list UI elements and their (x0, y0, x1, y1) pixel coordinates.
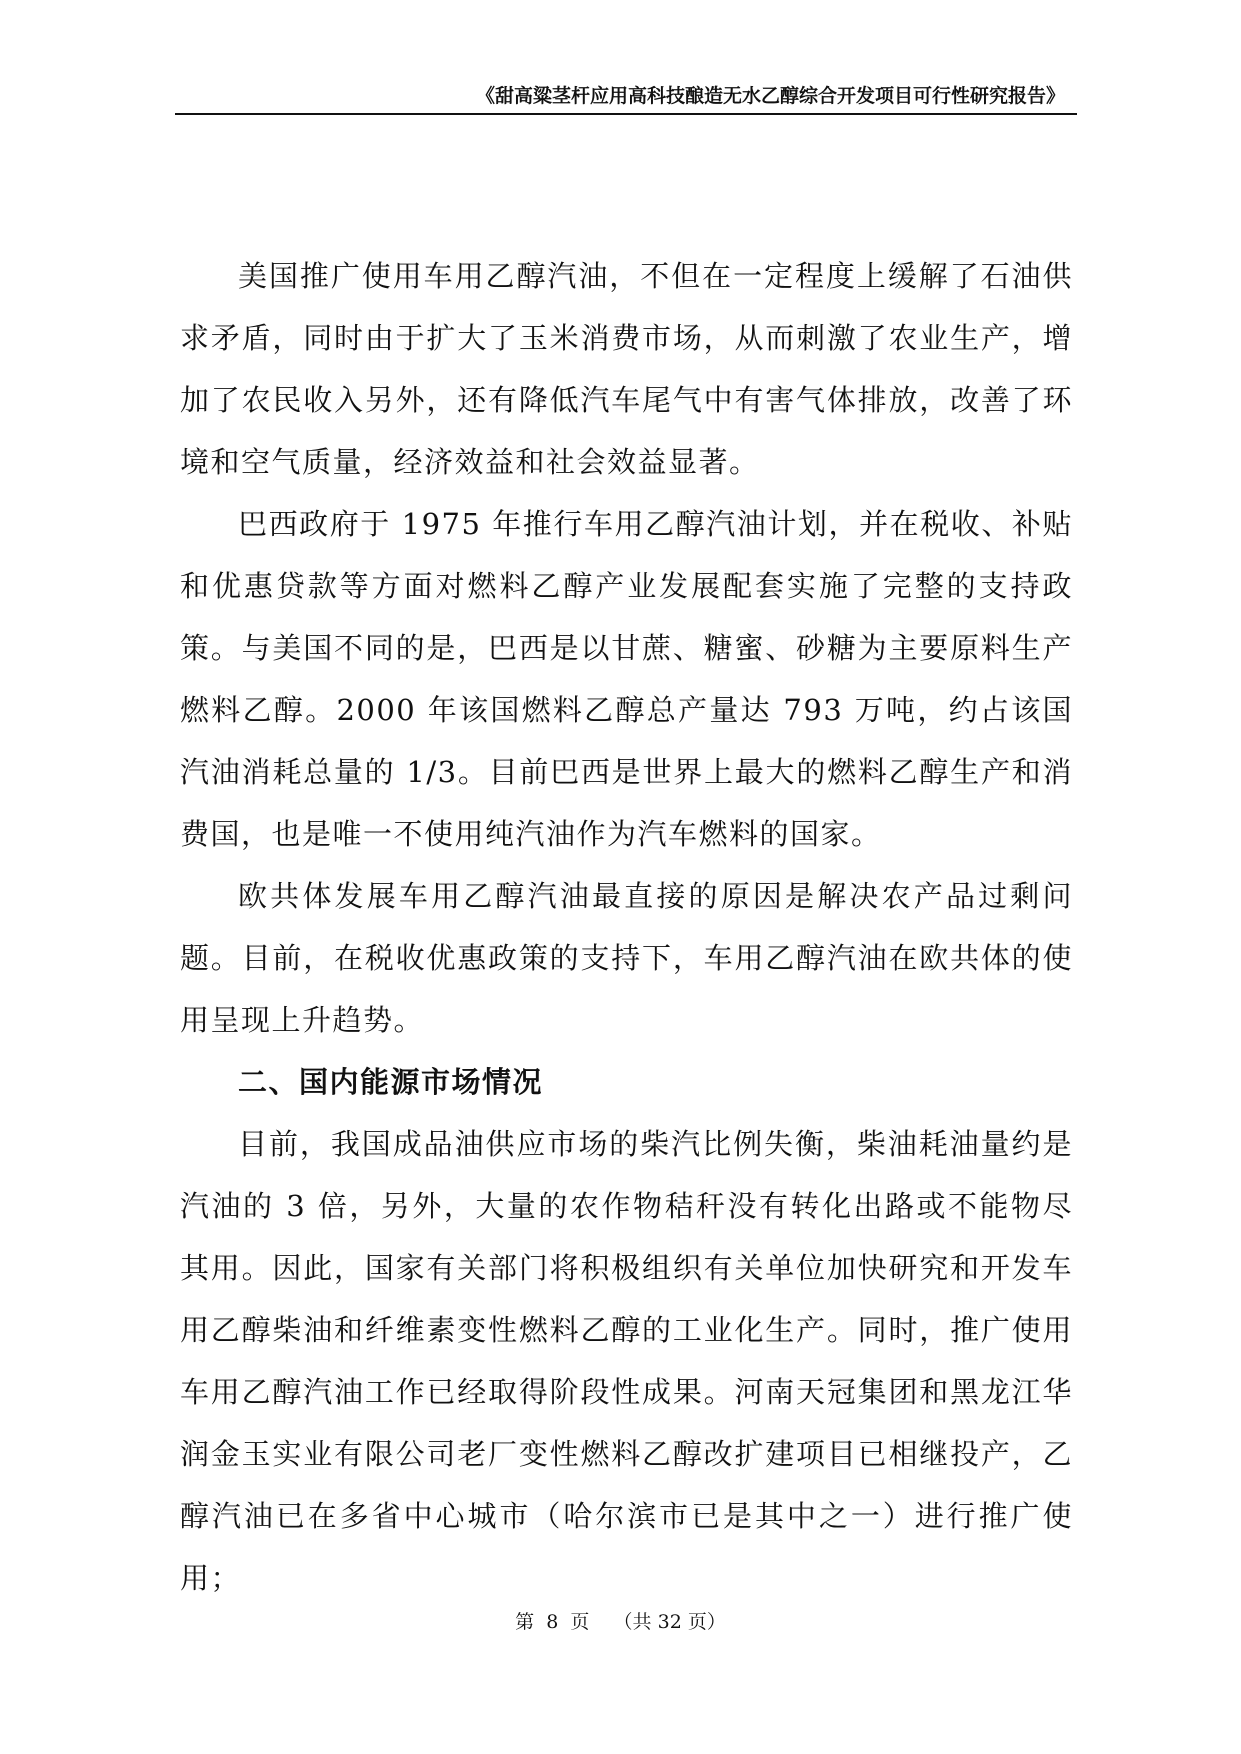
section-heading: 二、国内能源市场情况 (238, 1065, 544, 1099)
body-text (180, 245, 1073, 1609)
paragraph-brazil-ethanol: 巴西政府于 1975 年推行车用乙醇汽油计划，并在税收、补贴和优惠贷款等方面对燃料乙醇产业发展配套实施了完整的支持政策。与美国不同的是，巴西是以甘蔗、糖蜜、砂糖为主要原料生产燃料乙醇。2000 年该国燃料乙醇总产量达 793 万吨，约占该国汽油消耗总量的 1/3。目前巴西是世界上最大的燃料乙醇生产和消费国，也是唯一不使用纯汽油作为汽车燃料的国家。 (180, 507, 1073, 851)
paragraph-eu-ethanol: 欧共体发展车用乙醇汽油最直接的原因是解决农产品过剩问题。目前，在税收优惠政策的支持下，车用乙醇汽油在欧共体的使用呈现上升趋势。 (180, 879, 1073, 1037)
header-rule (175, 113, 1077, 115)
paragraph-us-ethanol: 美国推广使用车用乙醇汽油，不但在一定程度上缓解了石油供求矛盾，同时由于扩大了玉米消费市场，从而刺激了农业生产，增加了农民收入另外，还有降低汽车尾气中有害气体排放，改善了环境和空气质量，经济效益和社会效益显著。 (180, 259, 1073, 479)
paragraph-domestic-market: 目前，我国成品油供应市场的柴汽比例失衡，柴油耗油量约是汽油的 3 倍，另外，大量的农作物秸秆没有转化出路或不能物尽其用。因此，国家有关部门将积极组织有关单位加快研究和开发车用乙醇柴油和纤维素变性燃料乙醇的工业化生产。同时，推广使用车用乙醇汽油工作已经取得阶段性成果。河南天冠集团和黑龙江华润金玉实业有限公司老厂变性燃料乙醇改扩建项目已相继投产，乙醇汽油已在多省中心城市（哈尔滨市已是其中之一）进行推广使用； (180, 1127, 1073, 1595)
page-number-footer: 第 8 页 （共 32 页） (515, 1611, 726, 1633)
running-header: 《甜高粱茎杆应用高科技酿造无水乙醇综合开发项目可行性研究报告》 (475, 85, 1065, 107)
